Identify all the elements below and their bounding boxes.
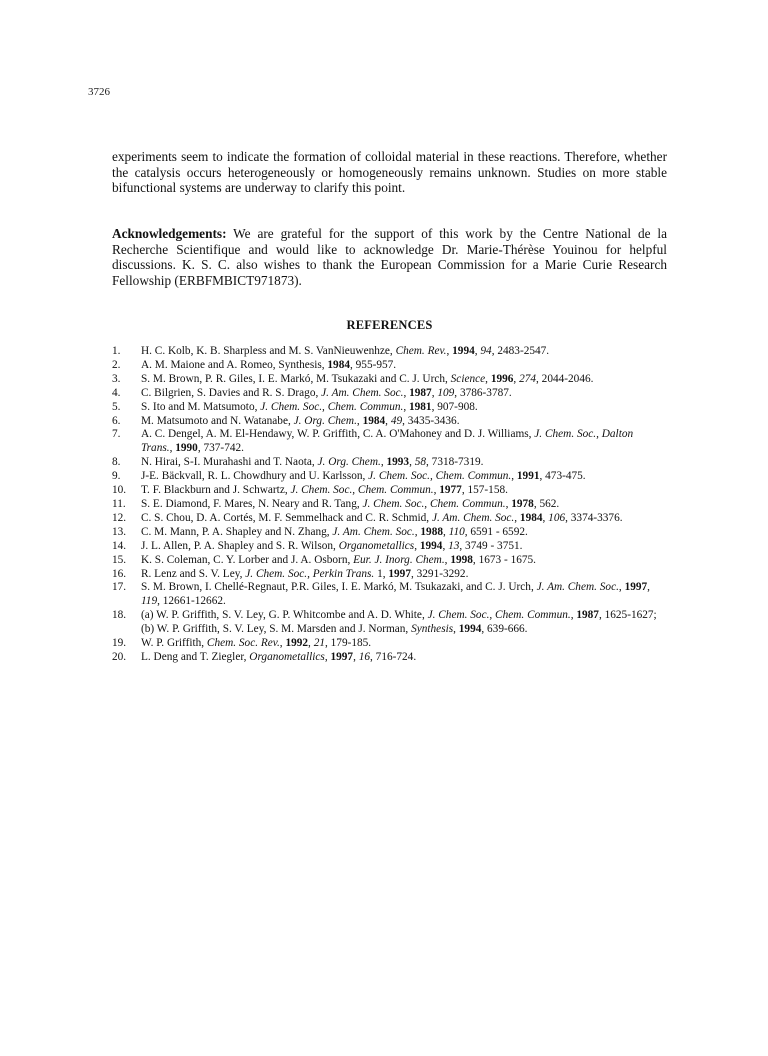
reference-volume: 94	[480, 345, 492, 357]
reference-pages: , 6591 - 6592.	[464, 525, 528, 538]
reference-item	[112, 415, 667, 429]
reference-authors: (a) W. P. Griffith, S. V. Ley, G. P. Whitcombe and A. D. White,	[141, 609, 428, 622]
reference-authors: J-E. Bäckvall, R. L. Chowdhury and U. Karlsson,	[141, 470, 369, 483]
reference-volume: 58	[414, 456, 427, 469]
reference-pages: , 3749 - 3751.	[459, 539, 523, 552]
reference-separator: ,	[570, 609, 577, 622]
reference-number: 16.	[112, 567, 127, 580]
reference-number: 20.	[112, 650, 127, 663]
reference-separator: ,	[356, 414, 363, 427]
reference-volume: 49	[390, 414, 403, 427]
reference-separator: ,	[618, 581, 625, 594]
reference-year: 1977	[439, 484, 462, 497]
reference-separator: ,	[474, 345, 481, 357]
reference-pages: , 3435-3436.	[402, 414, 460, 427]
reference-pages: 562.	[539, 497, 560, 510]
reference-pages: , 179-185.	[325, 637, 372, 650]
reference-pages: , 2044-2046.	[536, 372, 594, 385]
reference-text	[141, 359, 667, 373]
reference-pages: 737-742.	[203, 442, 244, 455]
reference-volume: 110	[448, 525, 465, 538]
reference-item	[112, 526, 667, 540]
reference-text	[141, 498, 667, 512]
reference-separator: 1,	[374, 567, 389, 580]
reference-pages: , 12661-12662.	[157, 595, 226, 608]
reference-separator: ,	[446, 345, 453, 357]
reference-year: 1984	[519, 511, 543, 524]
reference-authors: H. C. Kolb, K. B. Sharpless and M. S. VanNieuwenhze,	[141, 345, 396, 357]
reference-text	[141, 609, 667, 637]
reference-pages: , 3374-3376.	[565, 511, 623, 524]
reference-year: 1998	[450, 553, 473, 566]
reference-separator: ,	[324, 650, 331, 663]
reference-item	[112, 456, 667, 470]
reference-journal: J. Chem. Soc., Chem. Commun.	[427, 609, 571, 622]
reference-journal: J. Chem. Soc., Perkin Trans.	[245, 567, 375, 580]
reference-journal: J. Org. Chem.	[317, 456, 381, 469]
reference-journal: J. Chem. Soc., Chem. Commun.	[368, 470, 512, 483]
reference-text	[141, 581, 667, 609]
reference-authors: K. S. Coleman, C. Y. Lorber and J. A. Osborn,	[141, 553, 354, 566]
reference-separator: ,	[431, 386, 438, 399]
reference-number: 2.	[112, 358, 121, 371]
reference-number: 19.	[112, 637, 127, 650]
reference-separator: ,	[444, 553, 451, 566]
reference-separator: ,	[542, 511, 549, 524]
reference-journal: Science	[450, 372, 486, 385]
reference-separator: ,	[403, 386, 410, 399]
references-list	[112, 345, 667, 665]
reference-journal: Eur. J. Inorg. Chem.	[353, 553, 445, 566]
reference-number: 15.	[112, 553, 127, 566]
reference-volume: 119	[141, 595, 158, 608]
reference-text	[141, 651, 667, 665]
reference-year: 1994	[452, 345, 475, 357]
reference-item	[112, 554, 667, 568]
reference-separator: ,	[410, 567, 417, 580]
reference-separator: ,	[308, 637, 314, 650]
reference-text	[141, 568, 667, 582]
reference-separator: ,	[403, 400, 409, 413]
reference-item	[112, 568, 667, 582]
reference-separator: ,	[539, 470, 546, 483]
reference-authors: N. Hirai, S-I. Murahashi and T. Naota,	[141, 456, 318, 469]
reference-volume: 16	[358, 650, 371, 663]
reference-item	[112, 373, 667, 387]
reference-separator: ,	[442, 525, 449, 538]
reference-separator: ,	[514, 511, 520, 524]
reference-separator: ,	[431, 400, 438, 413]
reference-authors: C. Bilgrien, S. Davies and R. S. Drago,	[141, 386, 322, 399]
reference-year: 1997	[330, 650, 354, 663]
reference-pages: 3291-3292.	[416, 567, 469, 580]
reference-journal: Synthesis	[411, 623, 454, 636]
reference-text	[141, 456, 667, 470]
reference-journal: J. Chem. Soc., Chem. Commun.	[362, 497, 506, 510]
reference-item	[112, 359, 667, 373]
reference-separator: ,	[461, 484, 468, 497]
reference-item	[112, 512, 667, 526]
reference-separator: ,	[409, 456, 415, 469]
reference-text	[141, 470, 667, 484]
reference-number: 5.	[112, 400, 121, 413]
reference-number: 18.	[112, 609, 127, 622]
reference-item	[112, 470, 667, 484]
reference-text	[141, 637, 667, 651]
reference-separator: ,	[533, 497, 540, 510]
reference-item	[112, 637, 667, 651]
reference-journal: Organometallics	[249, 650, 325, 663]
body-paragraph: experiments seem to indicate the formation of colloidal material in these reactions. Therefore, whether the catalysis occurs heterogeneously or homogeneously remains unknown. Studies on more stable bifunctional systems are underway to clarify this point.	[112, 149, 667, 196]
reference-separator: ,	[414, 539, 420, 552]
reference-year: 1981	[408, 400, 432, 413]
reference-number: 4.	[112, 386, 121, 399]
reference-item	[112, 609, 667, 637]
reference-separator: ,	[197, 442, 204, 455]
reference-authors: M. Matsumoto and N. Watanabe,	[141, 414, 294, 427]
reference-text	[141, 526, 667, 540]
reference-year: 1994	[419, 539, 443, 552]
reference-separator: ,	[598, 609, 605, 622]
reference-year: 1997	[388, 567, 411, 580]
reference-volume: 109	[437, 386, 455, 399]
reference-pages: 1625-1627; (b) W. P. Griffith, S. V. Ley, S. M. Marsden and J. Norman,	[141, 609, 657, 636]
reference-year: 1984	[362, 414, 386, 427]
reference-pages: , 3786-3787.	[454, 386, 512, 399]
reference-journal: Chem. Soc. Rev.	[206, 637, 280, 650]
reference-authors: L. Deng and T. Ziegler,	[141, 650, 250, 663]
reference-separator: ,	[433, 484, 440, 497]
reference-separator: ,	[350, 358, 356, 371]
reference-pages: 1673 - 1675.	[478, 553, 536, 566]
reference-year: 1997	[624, 581, 648, 594]
reference-text	[141, 345, 667, 359]
reference-authors: S. M. Brown, P. R. Giles, I. E. Markó, M. Tsukazaki and C. J. Urch,	[141, 372, 451, 385]
reference-year: 1987	[409, 386, 432, 399]
reference-separator: ,	[414, 525, 421, 538]
reference-journal: J. Chem. Soc., Chem. Commun.	[290, 484, 434, 497]
reference-number: 8.	[112, 456, 121, 469]
reference-authors: S. M. Brown, I. Chellé-Regnaut, P.R. Giles, I. E. Markó, M. Tsukazaki, and C. J. Urch,	[141, 581, 537, 594]
reference-number: 1.	[112, 345, 121, 357]
reference-number: 7.	[112, 428, 121, 441]
reference-number: 12.	[112, 511, 127, 524]
reference-journal: J. Am. Chem. Soc.	[431, 511, 515, 524]
reference-authors: W. P. Griffith,	[141, 637, 207, 650]
reference-text	[141, 373, 667, 387]
reference-year: 1987	[576, 609, 599, 622]
reference-year: 1992	[285, 637, 309, 650]
reference-separator: ,	[353, 650, 359, 663]
reference-journal: Chem. Rev.	[395, 345, 447, 357]
reference-text	[141, 401, 667, 415]
reference-separator: ,	[279, 637, 286, 650]
reference-text	[141, 554, 667, 568]
reference-journal: Organometallics	[338, 539, 415, 552]
reference-journal: J. Am. Chem. Soc.	[332, 525, 415, 538]
reference-authors: C. M. Mann, P. A. Shapley and N. Zhang,	[141, 525, 333, 538]
reference-pages: , 639-666.	[481, 623, 528, 636]
reference-journal: J. Am. Chem. Soc.	[536, 581, 619, 594]
reference-year: 1991	[516, 470, 540, 483]
reference-text	[141, 484, 667, 498]
reference-number: 6.	[112, 414, 121, 427]
reference-pages: 157-158.	[467, 484, 508, 497]
reference-separator: ,	[485, 372, 491, 385]
reference-authors: T. F. Blackburn and J. Schwartz,	[141, 484, 291, 497]
reference-year: 1993	[386, 456, 410, 469]
reference-separator: ,	[442, 539, 449, 552]
reference-pages: , 2483-2547.	[491, 345, 550, 357]
acknowledgements-text: We are grateful for the support of this work by the Centre National de la Recherche Scientifique and would like to acknowledge Dr. Marie-Thérèse Youinou for helpful discussions. K. S. C. also wishes to thank the European Commission for a Marie Curie Research Fellowship (ERBFMBICT971873).	[112, 226, 667, 288]
reference-separator: ,	[472, 553, 479, 566]
reference-separator: ,	[380, 456, 387, 469]
reference-journal: J. Am. Chem. Soc.	[321, 386, 404, 399]
reference-year: 1978	[511, 497, 534, 510]
reference-journal: J. Chem. Soc., Chem. Commun.	[260, 400, 404, 413]
reference-pages: 907-908.	[437, 400, 478, 413]
reference-item	[112, 387, 667, 401]
reference-pages: 955-957.	[355, 358, 397, 371]
reference-text	[141, 387, 667, 401]
acknowledgements-label: Acknowledgements:	[112, 226, 227, 241]
reference-number: 10.	[112, 484, 127, 497]
reference-item	[112, 651, 667, 665]
reference-item	[112, 540, 667, 554]
reference-separator: ,	[505, 497, 512, 510]
reference-year: 1988	[420, 525, 443, 538]
reference-item	[112, 401, 667, 415]
reference-year: 1994	[458, 623, 482, 636]
reference-separator: ,	[511, 470, 517, 483]
reference-pages: , 7318-7319.	[426, 456, 484, 469]
reference-text	[141, 428, 667, 456]
reference-text	[141, 512, 667, 526]
reference-authors: A. M. Maione and A. Romeo, Synthesis,	[141, 358, 328, 371]
reference-item	[112, 428, 667, 456]
reference-year: 1996	[490, 372, 514, 385]
reference-number: 3.	[112, 372, 121, 385]
reference-text	[141, 540, 667, 554]
reference-year: 1990	[175, 442, 198, 455]
reference-number: 9.	[112, 470, 121, 483]
reference-pages: 473-475.	[545, 470, 586, 483]
reference-number: 17.	[112, 581, 127, 594]
reference-number: 13.	[112, 525, 127, 538]
reference-journal: J. Org. Chem.	[293, 414, 357, 427]
reference-item	[112, 498, 667, 512]
references-heading: REFERENCES	[346, 318, 433, 332]
reference-separator: ,	[385, 414, 391, 427]
reference-item	[112, 345, 667, 359]
reference-volume: 274	[519, 372, 537, 385]
reference-separator: ,	[513, 372, 520, 385]
reference-authors: C. S. Chou, D. A. Cortés, M. F. Semmelhack and C. R. Schmid,	[141, 511, 432, 524]
reference-item	[112, 484, 667, 498]
reference-authors: A. C. Dengel, A. M. El-Hendawy, W. P. Griffith, C. A. O'Mahoney and D. J. Williams,	[141, 428, 535, 441]
reference-authors: J. L. Allen, P. A. Shapley and S. R. Wilson,	[141, 539, 339, 552]
reference-authors: S. Ito and M. Matsumoto,	[141, 400, 261, 413]
reference-number: 14.	[112, 539, 127, 552]
reference-text	[141, 415, 667, 429]
reference-separator: ,	[647, 581, 650, 594]
reference-number: 11.	[112, 497, 126, 510]
page-number: 3726	[88, 86, 110, 98]
reference-year: 1984	[327, 358, 350, 371]
reference-item	[112, 581, 667, 609]
reference-pages: , 716-724.	[370, 650, 417, 663]
reference-authors: S. E. Diamond, F. Mares, N. Neary and R. Tang,	[141, 497, 363, 510]
reference-volume: 13	[448, 539, 460, 552]
reference-volume: 106	[548, 511, 566, 524]
reference-volume: 21	[313, 637, 325, 650]
reference-separator: ,	[169, 442, 176, 455]
reference-authors: R. Lenz and S. V. Ley,	[141, 567, 246, 580]
acknowledgements-paragraph	[112, 226, 667, 288]
reference-separator: ,	[453, 623, 459, 636]
reference-journal: J. Chem. Soc., Dalton Trans.	[141, 428, 634, 455]
